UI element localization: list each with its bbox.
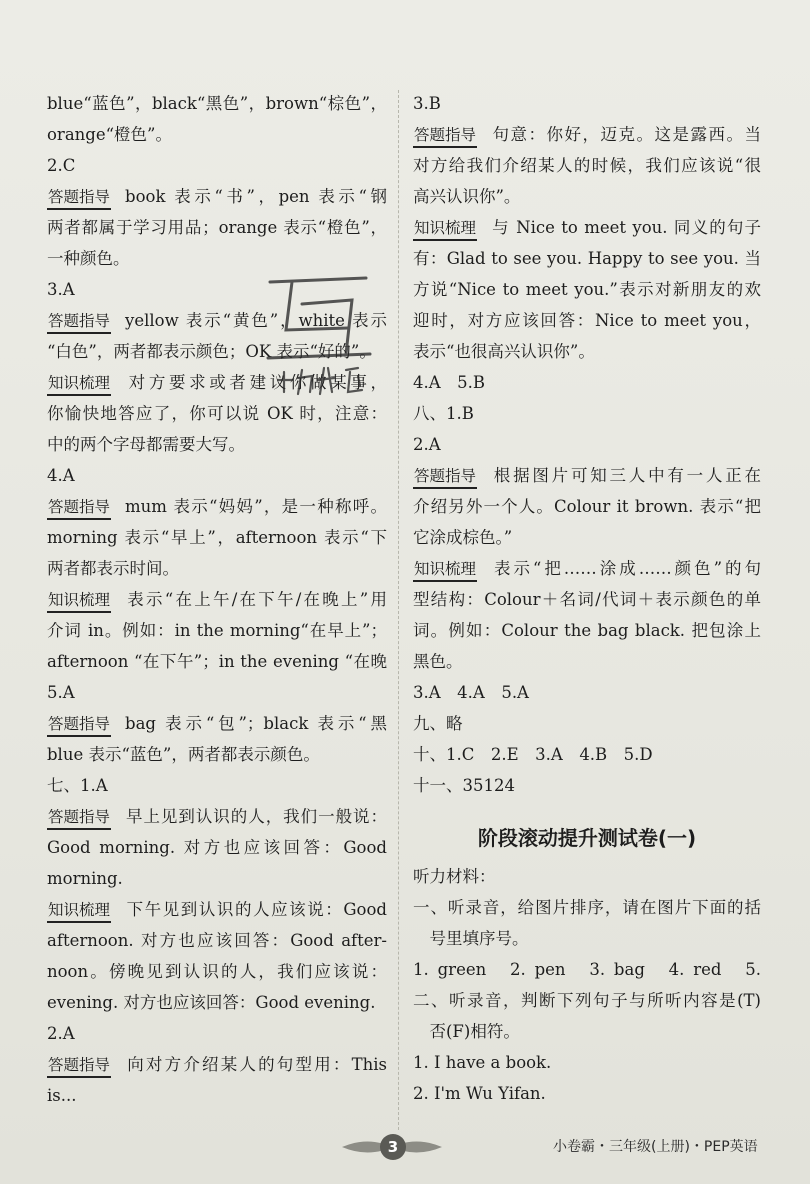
line-text: blue 表示“蓝色”，两者都表示颜色。 xyxy=(47,745,320,764)
line-text: 表示“把……涂成……颜色”的句 xyxy=(491,559,761,578)
line-text: blue“蓝色”，black“黑色”，brown“棕色”， xyxy=(47,94,387,113)
text-line xyxy=(413,274,761,305)
text-line xyxy=(47,863,387,894)
line-text: mum 表示“妈妈”，是一种称呼。 xyxy=(125,497,387,516)
line-text: “白色”，两者都表示颜色；OK 表示“好的”。 xyxy=(47,342,376,361)
line-text: 十、1.C 2.E 3.A 4.B 5.D xyxy=(413,745,653,764)
line-text: 4.A xyxy=(47,466,75,485)
text-line xyxy=(413,1016,761,1047)
listening-material xyxy=(413,861,761,1109)
text-line xyxy=(47,119,387,150)
text-line xyxy=(47,88,387,119)
line-text: 1. green 2. pen 3. bag 4. red 5. xyxy=(413,960,761,979)
text-line xyxy=(413,553,761,584)
text-line xyxy=(47,925,387,956)
line-text: 3.A xyxy=(47,280,75,299)
text-line xyxy=(47,615,387,646)
line-text: 介绍另外一个人。Colour it brown. 表示“把 xyxy=(413,497,761,516)
line-text: 下午见到认识的人应该说：Good xyxy=(125,900,387,919)
line-text: 3.A 4.A 5.A xyxy=(413,683,529,702)
tip-label: 答题指导 xyxy=(47,1054,111,1078)
text-line xyxy=(413,923,761,954)
text-line xyxy=(413,892,761,923)
line-text: 与 Nice to meet you. 同义的句子 xyxy=(491,218,761,237)
column-divider xyxy=(398,90,399,1130)
tip-label: 答题指导 xyxy=(413,465,477,489)
text-line xyxy=(47,739,387,770)
page-number: 3 xyxy=(380,1134,406,1160)
line-text: 1. I have a book. xyxy=(413,1053,552,1072)
footer-book-title: 小卷霸・三年级(上册)・PEP英语 xyxy=(553,1139,758,1155)
text-line xyxy=(47,150,387,181)
line-text: 八、1.B xyxy=(413,404,474,423)
line-text: 对方给我们介绍某人的时候，我们应该说“很 xyxy=(413,156,761,175)
line-text: 否(F)相符。 xyxy=(413,1022,520,1041)
tip-label: 答题指导 xyxy=(47,310,111,334)
text-line xyxy=(47,987,387,1018)
tip-label: 答题指导 xyxy=(413,124,477,148)
line-text: 2.A xyxy=(413,435,441,454)
text-line xyxy=(413,1078,761,1109)
text-line xyxy=(47,274,387,305)
text-line xyxy=(413,119,761,150)
line-text: afternoon “在下午”；in the evening “在晚 xyxy=(47,652,387,671)
text-line xyxy=(47,398,387,429)
text-line xyxy=(413,305,761,336)
line-text: noon。傍晚见到认识的人，我们应该说： xyxy=(47,962,387,981)
line-text: 根据图片可知三人中有一人正在 xyxy=(491,466,761,485)
text-line xyxy=(413,770,761,801)
tip-label: 知识梳理 xyxy=(47,372,111,396)
text-line xyxy=(47,181,387,212)
text-line xyxy=(47,677,387,708)
text-line xyxy=(413,181,761,212)
text-line xyxy=(413,88,761,119)
line-text: 二、听录音，判断下列句子与所听内容是(T) xyxy=(413,991,761,1010)
text-line xyxy=(413,398,761,429)
line-text: 有：Glad to see you. Happy to see you. 当 xyxy=(413,249,761,268)
line-text: book 表示“书”，pen 表示“钢 xyxy=(125,187,387,206)
text-line xyxy=(413,985,761,1016)
text-line xyxy=(413,212,761,243)
line-text: evening. 对方也应该回答：Good evening. xyxy=(47,993,376,1012)
line-text: 十一、35124 xyxy=(413,776,515,795)
line-text: 方说“Nice to meet you.”表示对新朋友的欢 xyxy=(413,280,761,299)
line-text: 4.A 5.B xyxy=(413,373,486,392)
text-line xyxy=(47,1018,387,1049)
line-text: orange“橙色”。 xyxy=(47,125,172,144)
text-line xyxy=(413,954,761,985)
left-column xyxy=(47,88,387,1111)
line-text: 号里填序号。 xyxy=(413,929,529,948)
text-line xyxy=(47,367,387,398)
line-text: 中的两个字母都需要大写。 xyxy=(47,435,245,454)
line-text: 2. I'm Wu Yifan. xyxy=(413,1084,546,1103)
text-line xyxy=(47,305,387,336)
text-line xyxy=(413,677,761,708)
page-footer xyxy=(0,1128,810,1168)
text-line xyxy=(413,615,761,646)
line-text: 2.A xyxy=(47,1024,75,1043)
text-line xyxy=(47,584,387,615)
section-title: 阶段滚动提升测试卷(一) xyxy=(477,826,697,850)
text-line xyxy=(413,584,761,615)
line-text: 型结构：Colour＋名词/代词＋表示颜色的单 xyxy=(413,590,761,609)
text-line xyxy=(413,367,761,398)
line-text: 一种颜色。 xyxy=(47,249,130,268)
text-line xyxy=(413,429,761,460)
tip-label: 答题指导 xyxy=(47,496,111,520)
line-text: 5.A xyxy=(47,683,75,702)
text-line xyxy=(413,861,761,892)
line-text: 词。例如：Colour the bag black. 把包涂上 xyxy=(413,621,761,640)
text-line xyxy=(413,1047,761,1078)
line-text: 七、1.A xyxy=(47,776,108,795)
line-text: 表示“也很高兴认识你”。 xyxy=(413,342,595,361)
text-line xyxy=(47,491,387,522)
tip-label: 答题指导 xyxy=(47,806,111,830)
text-line xyxy=(47,708,387,739)
text-line xyxy=(413,243,761,274)
text-line xyxy=(413,739,761,770)
text-line xyxy=(413,460,761,491)
line-text: 一、听录音，给图片排序，请在图片下面的括 xyxy=(413,898,761,917)
text-line xyxy=(47,832,387,863)
tip-label: 知识梳理 xyxy=(413,217,477,241)
line-text: bag 表示“包”；black 表示“黑 xyxy=(125,714,387,733)
text-line xyxy=(47,1080,387,1111)
line-text: 它涂成棕色。” xyxy=(413,528,513,547)
text-line xyxy=(47,460,387,491)
line-text: afternoon. 对方也应该回答：Good after- xyxy=(47,931,387,950)
line-text: 早上见到认识的人，我们一般说： xyxy=(125,807,387,826)
line-text: 迎时，对方应该回答：Nice to meet you， xyxy=(413,311,761,330)
text-line xyxy=(47,212,387,243)
text-line xyxy=(413,491,761,522)
line-text: yellow 表示“黄色”，white 表示 xyxy=(125,311,387,330)
text-line xyxy=(413,646,761,677)
line-text: 你愉快地答应了，你可以说 OK 时，注意： xyxy=(47,404,387,423)
tip-label: 知识梳理 xyxy=(47,899,111,923)
line-text: 对方要求或者建议你做某事， xyxy=(125,373,387,392)
line-text: 两者都属于学习用品；orange 表示“橙色”， xyxy=(47,218,387,237)
right-column xyxy=(413,88,761,1109)
right-column-answers xyxy=(413,88,761,801)
text-line xyxy=(47,770,387,801)
line-text: 介词 in。例如：in the morning“在早上”； xyxy=(47,621,387,640)
text-line xyxy=(47,1049,387,1080)
text-line xyxy=(47,336,387,367)
text-line xyxy=(47,429,387,460)
line-text: 表示“在上午/在下午/在晚上”用 xyxy=(125,590,387,609)
line-text: 高兴认识你”。 xyxy=(413,187,521,206)
line-text: 3.B xyxy=(413,94,441,113)
text-line xyxy=(413,522,761,553)
line-text: morning. xyxy=(47,869,123,888)
line-text: Good morning. 对方也应该回答：Good xyxy=(47,838,387,857)
tip-label: 知识梳理 xyxy=(413,558,477,582)
text-line xyxy=(413,336,761,367)
text-line xyxy=(47,956,387,987)
line-text: is... xyxy=(47,1086,77,1105)
text-line xyxy=(47,894,387,925)
line-text: 黑色。 xyxy=(413,652,463,671)
text-line xyxy=(47,522,387,553)
text-line xyxy=(47,801,387,832)
line-text: morning 表示“早上”，afternoon 表示“下 xyxy=(47,528,387,547)
line-text: 向对方介绍某人的句型用：This xyxy=(125,1055,387,1074)
text-line xyxy=(413,708,761,739)
text-line xyxy=(47,553,387,584)
line-text: 听力材料： xyxy=(413,867,496,886)
line-text: 九、略 xyxy=(413,714,463,733)
text-line xyxy=(413,150,761,181)
line-text: 句意：你好，迈克。这是露西。当 xyxy=(491,125,761,144)
tip-label: 知识梳理 xyxy=(47,589,111,613)
tip-label: 答题指导 xyxy=(47,713,111,737)
tip-label: 答题指导 xyxy=(47,186,111,210)
text-line xyxy=(47,243,387,274)
line-text: 2.C xyxy=(47,156,76,175)
text-line xyxy=(47,646,387,677)
line-text: 两者都表示时间。 xyxy=(47,559,179,578)
